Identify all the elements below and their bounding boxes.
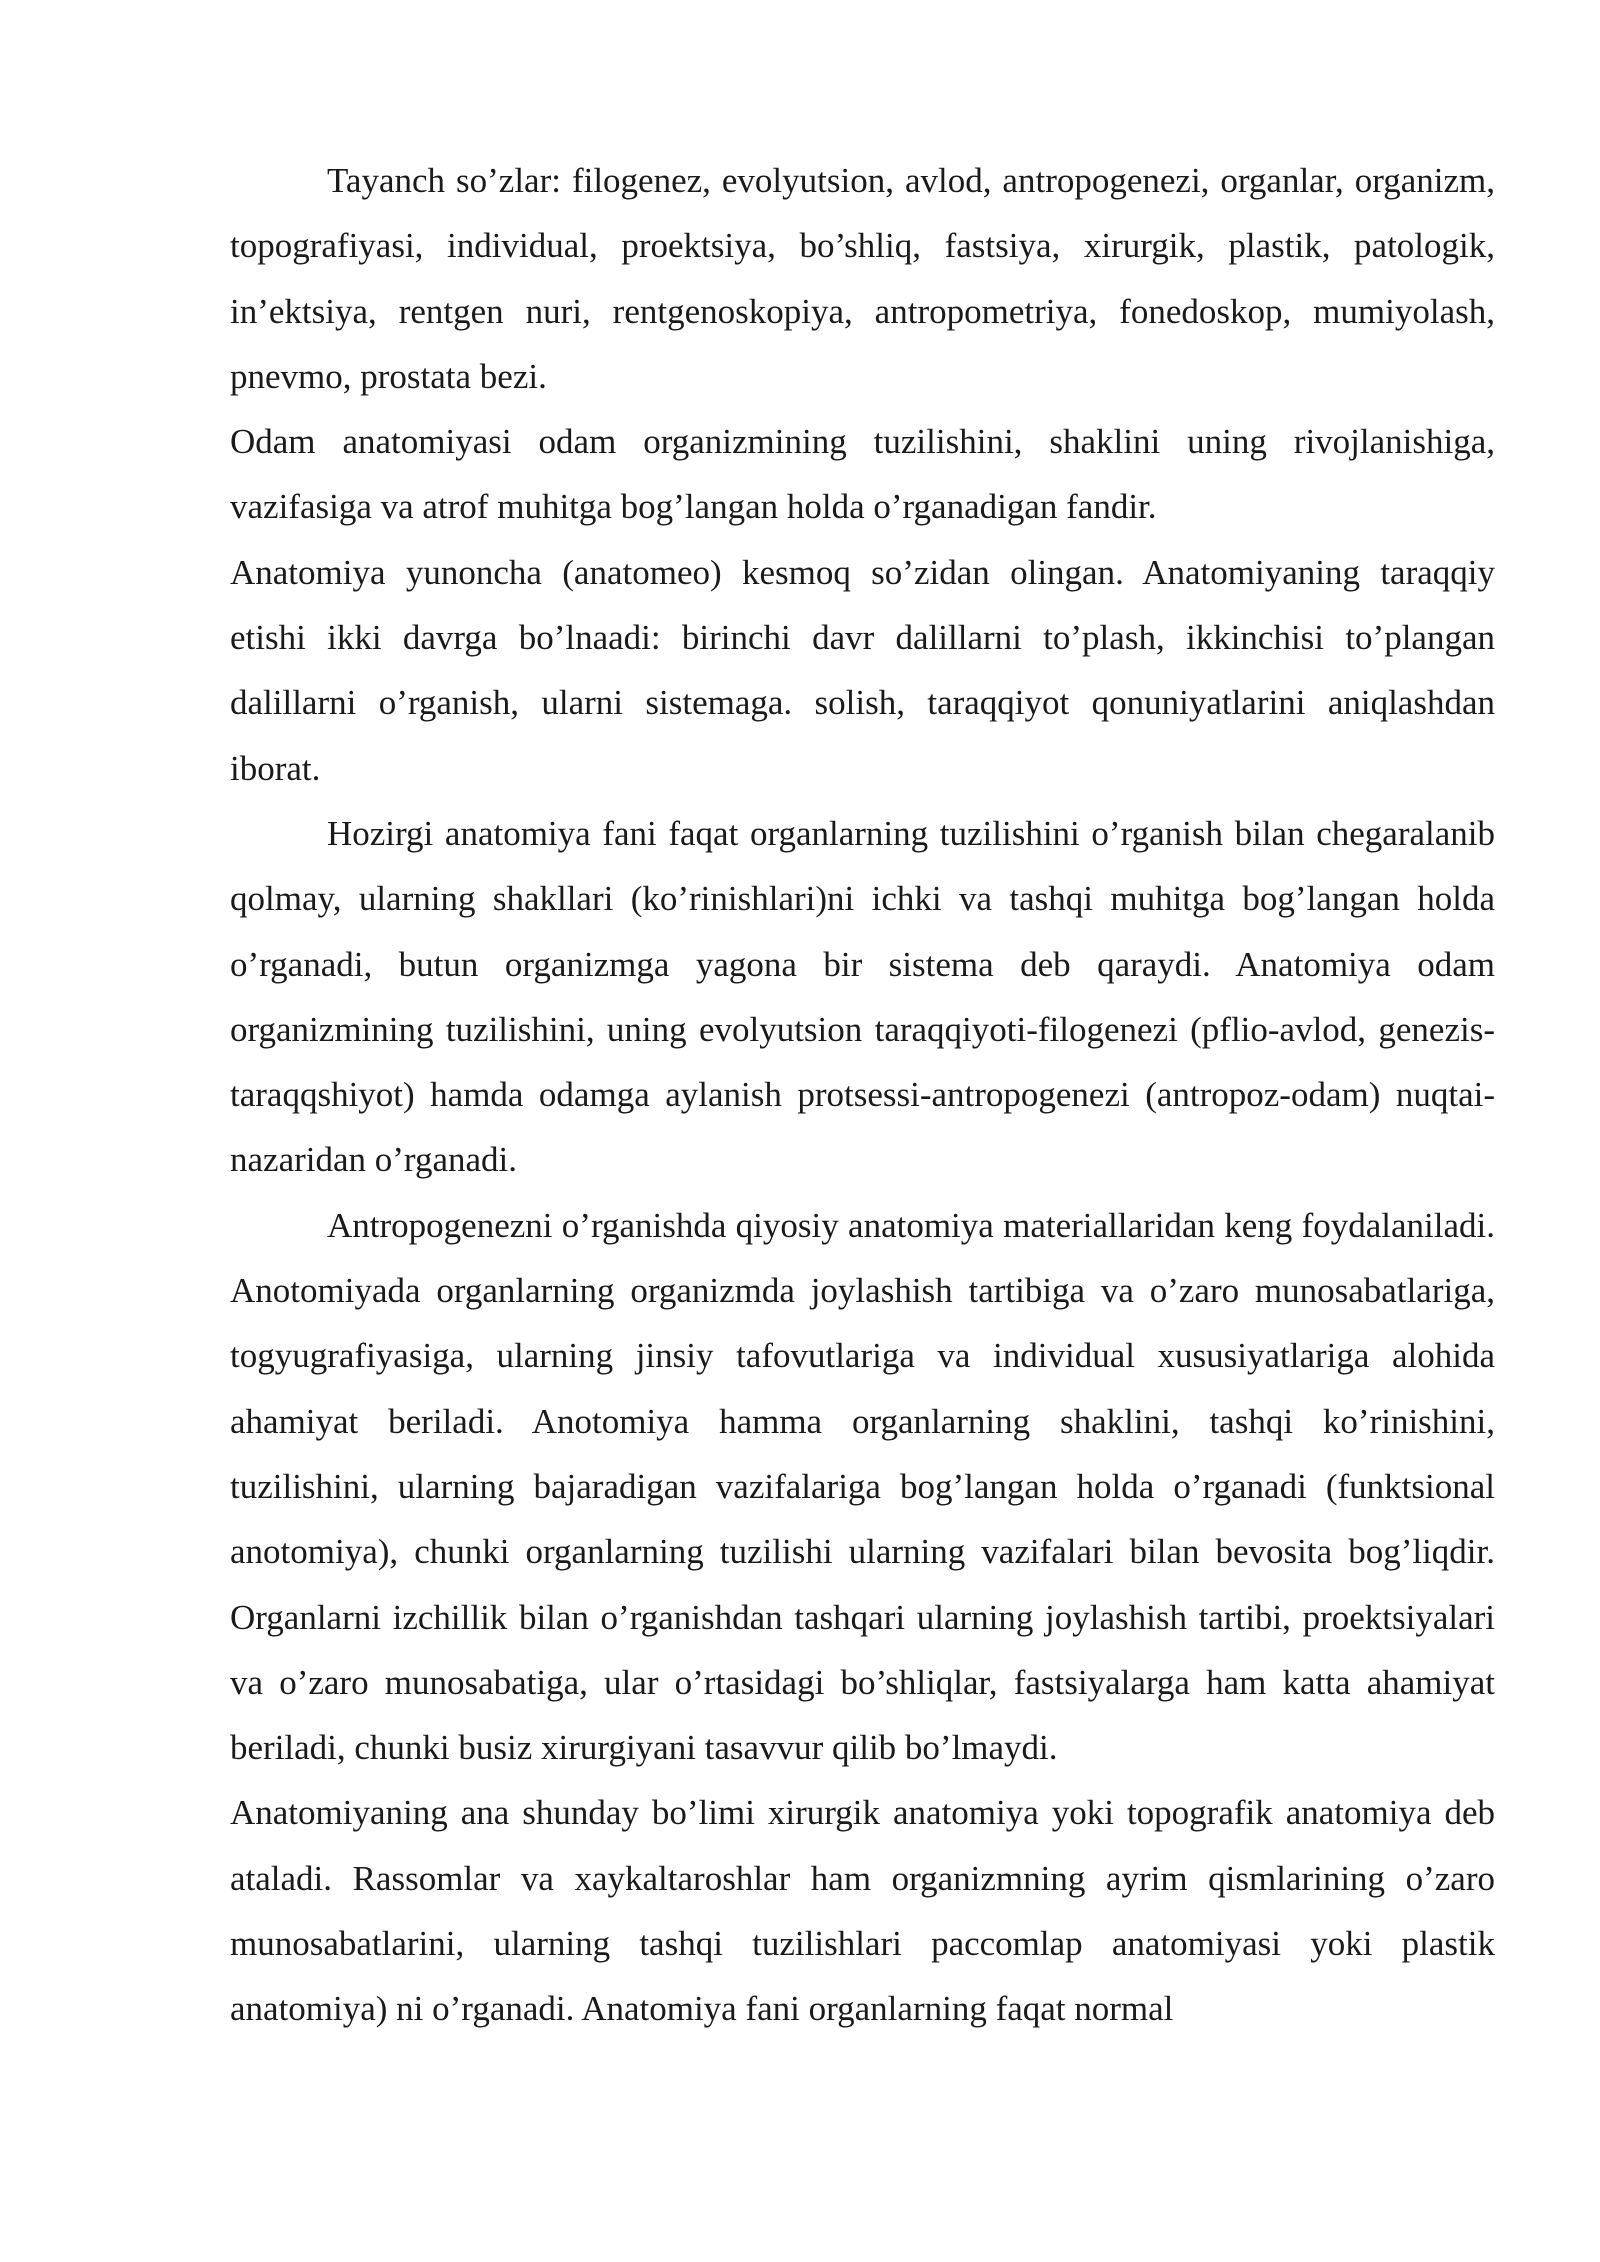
paragraph-modern-anatomy: Hozirgi anatomiya fani faqat organlarning tuzilishini o’rganish bilan chegaralanib qolmay, ularning shakllari (ko’rinishlari)ni ichki va tashqi muhitga bog’langan holda o’rganadi, butun organizmga yagona bir sistema deb qaraydi. Anatomiya odam organizmining tuzilishini, uning evolyutsion taraqqiyoti-filogenezi (pflio-avlod, genezis-taraqqshiyot) hamda odamga aylanish protsessi-antropogenezi (antropoz-odam) nuqtai-nazaridan o’rganadi. [230, 813, 1495, 1180]
paragraph-definition: Odam anatomiyasi odam organizmining tuzilishini, shaklini uning rivojlanishiga, vazifasiga va atrof muhitga bog’langan holda o’rganadigan fandir. [230, 422, 1495, 527]
document-page [230, 148, 1495, 2042]
paragraph-topographic-anatomy: Anatomiyaning ana shunday bo’limi xirurgik anatomiya yoki topografik anatomiya deb ataladi. Rassomlar va xaykaltaroshlar ham organizmning ayrim qismlarining o’zaro munosabatlarini, ularning tashqi tuzilishlari paccomlap anatomiyasi yoki plastik anatomiya) ni o’rganadi. Anatomiya fani organlarning faqat normal [230, 1793, 1495, 2029]
keywords-paragraph: Tayanch so’zlar: filogenez, evolyutsion, avlod, antropogenezi, organlar, organizm, topografiyasi, individual, proektsiya, bo’shliq, fastsiya, xirurgik, plastik, patologik, in’ektsiya, rentgen nuri, rentgenoskopiya, antropometriya, fonedoskop, mumiyolash, pnevmo, prostata bezi. [230, 161, 1495, 396]
paragraph-etymology: Anatomiya yunoncha (anatomeo) kesmoq so’zidan olingan. Anatomiyaning taraqqiy etishi ikki davrga bo’lnaadi: birinchi davr dalillarni to’plash, ikkinchisi to’plangan dalillarni o’rganish, ularni sistemaga. solish, taraqqiyot qonuniyatlarini aniqlashdan iborat. [230, 552, 1495, 788]
paragraph-anthropogenesis: Antropogenezni o’rganishda qiyosiy anatomiya materiallaridan keng foydalaniladi. Anotomiyada organlarning organizmda joylashish tartibiga va o’zaro munosabatlariga, togyugrafiyasiga, ularning jinsiy tafovutlariga va individual xususiyatlariga alohida ahamiyat beriladi. Anotomiya hamma organlarning shaklini, tashqi ko’rinishini, tuzilishini, ularning bajaradigan vazifalariga bog’langan holda o’rganadi (funktsional anotomiya), chunki organlarning tuzilishi ularning vazifalari bilan bevosita bog’liqdir. Organlarni izchillik bilan o’rganishdan tashqari ularning joylashish tartibi, proektsiyalari va o’zaro munosabatiga, ular o’rtasidagi bo’shliqlar, fastsiyalarga ham katta ahamiyat beriladi, chunki busiz xirurgiyani tasavvur qilib bo’lmaydi. [230, 1205, 1495, 1768]
